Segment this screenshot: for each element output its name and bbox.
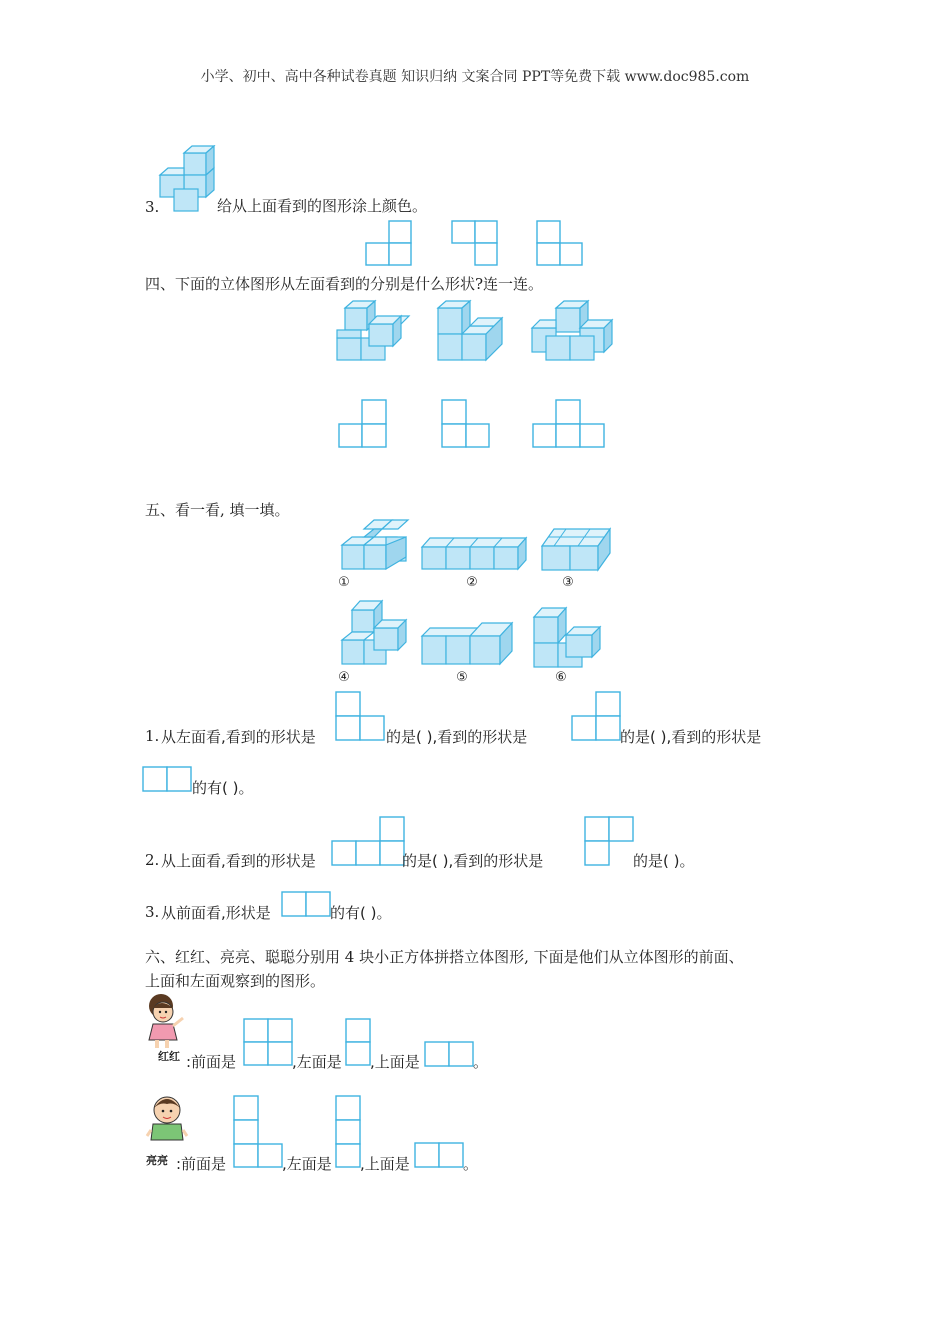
s5-q2-number: 2.: [145, 851, 160, 869]
liangliang-front-view: [232, 1094, 286, 1170]
liangliang-front-text: :前面是: [176, 1155, 227, 1173]
honghong-top-view: [423, 1040, 477, 1070]
section-5-title: 五、看一看, 填一填。: [145, 501, 290, 519]
top-view-option-2[interactable]: [450, 219, 500, 269]
honghong-top-text: ,上面是: [370, 1053, 420, 1071]
top-view-option-3[interactable]: [535, 219, 585, 269]
s5-label-3: ③: [562, 575, 574, 590]
s5-q2-text-c: 的是( )。: [633, 852, 695, 870]
s5-q1-text-a: 从左面看,看到的形状是: [161, 728, 316, 746]
s5-q2-text-b: 的是( ),看到的形状是: [402, 852, 544, 870]
liangliang-name: 亮亮: [146, 1154, 168, 1167]
s5-q2-text-a: 从上面看,看到的形状是: [161, 852, 316, 870]
s4-solid-1[interactable]: [335, 298, 415, 364]
liangliang-left-text: ,左面是: [282, 1155, 332, 1173]
honghong-front-text: :前面是: [186, 1053, 237, 1071]
s5-q1-shape-b: [570, 690, 624, 744]
s5-q3-shape: [280, 890, 334, 920]
s5-q1-text-d: 的有( )。: [192, 779, 254, 797]
top-view-option-1[interactable]: [364, 219, 414, 269]
s5-solid-1: [340, 517, 412, 573]
honghong-front-view: [242, 1017, 296, 1069]
section-6-line-2: 上面和左面观察到的图形。: [145, 972, 326, 990]
s5-label-5: ⑤: [456, 670, 468, 685]
liangliang-top-view: [413, 1141, 467, 1171]
s5-q1-shape-c: [141, 765, 195, 795]
s4-solid-3[interactable]: [530, 298, 616, 364]
s5-q2-shape-a: [330, 815, 406, 869]
s5-solid-5: [420, 620, 514, 668]
s4-left-view-3[interactable]: [531, 398, 607, 450]
q3-text: 给从上面看到的图形涂上颜色。: [217, 197, 428, 215]
s5-q1-text-c: 的是( ),看到的形状是: [620, 728, 762, 746]
section-4-title: 四、下面的立体图形从左面看到的分别是什么形状?连一连。: [145, 275, 544, 293]
girl-honghong-illustration: [143, 990, 193, 1052]
boy-liangliang-illustration: [143, 1090, 193, 1152]
liangliang-top-text: ,上面是: [360, 1155, 410, 1173]
s5-q3-number: 3.: [145, 903, 160, 921]
cube-figure-q3: [158, 145, 220, 213]
s5-q3-text-a: 从前面看,形状是: [161, 904, 271, 922]
s5-q3-text-b: 的有( )。: [330, 904, 392, 922]
s5-solid-3: [540, 526, 612, 574]
liangliang-end: 。: [463, 1155, 479, 1173]
s5-q1-text-b: 的是( ),看到的形状是: [386, 728, 528, 746]
s5-solid-6: [532, 605, 604, 669]
s5-q2-shape-b: [583, 815, 637, 869]
s5-label-2: ②: [466, 575, 478, 590]
s5-label-6: ⑥: [555, 670, 567, 685]
honghong-end: 。: [473, 1053, 489, 1071]
s5-label-1: ①: [338, 575, 350, 590]
page-header: 小学、初中、高中各种试卷真题 知识归纳 文案合同 PPT等免费下载 www.doc985.com: [200, 69, 750, 85]
honghong-left-text: ,左面是: [292, 1053, 342, 1071]
s5-q1-number: 1.: [145, 727, 160, 745]
s4-left-view-1[interactable]: [337, 398, 389, 450]
s5-solid-4: [340, 598, 412, 668]
s4-left-view-2[interactable]: [440, 398, 492, 450]
q3-number: 3.: [145, 198, 160, 216]
honghong-name: 红红: [158, 1050, 180, 1063]
section-6-line-1: 六、红红、亮亮、聪聪分别用 4 块小正方体拼搭立体图形, 下面是他们从立体图形的前面、: [145, 948, 744, 966]
s5-label-4: ④: [338, 670, 350, 685]
s5-solid-2: [420, 535, 528, 573]
s5-q1-shape-a: [334, 690, 388, 744]
s4-solid-2[interactable]: [436, 298, 508, 364]
